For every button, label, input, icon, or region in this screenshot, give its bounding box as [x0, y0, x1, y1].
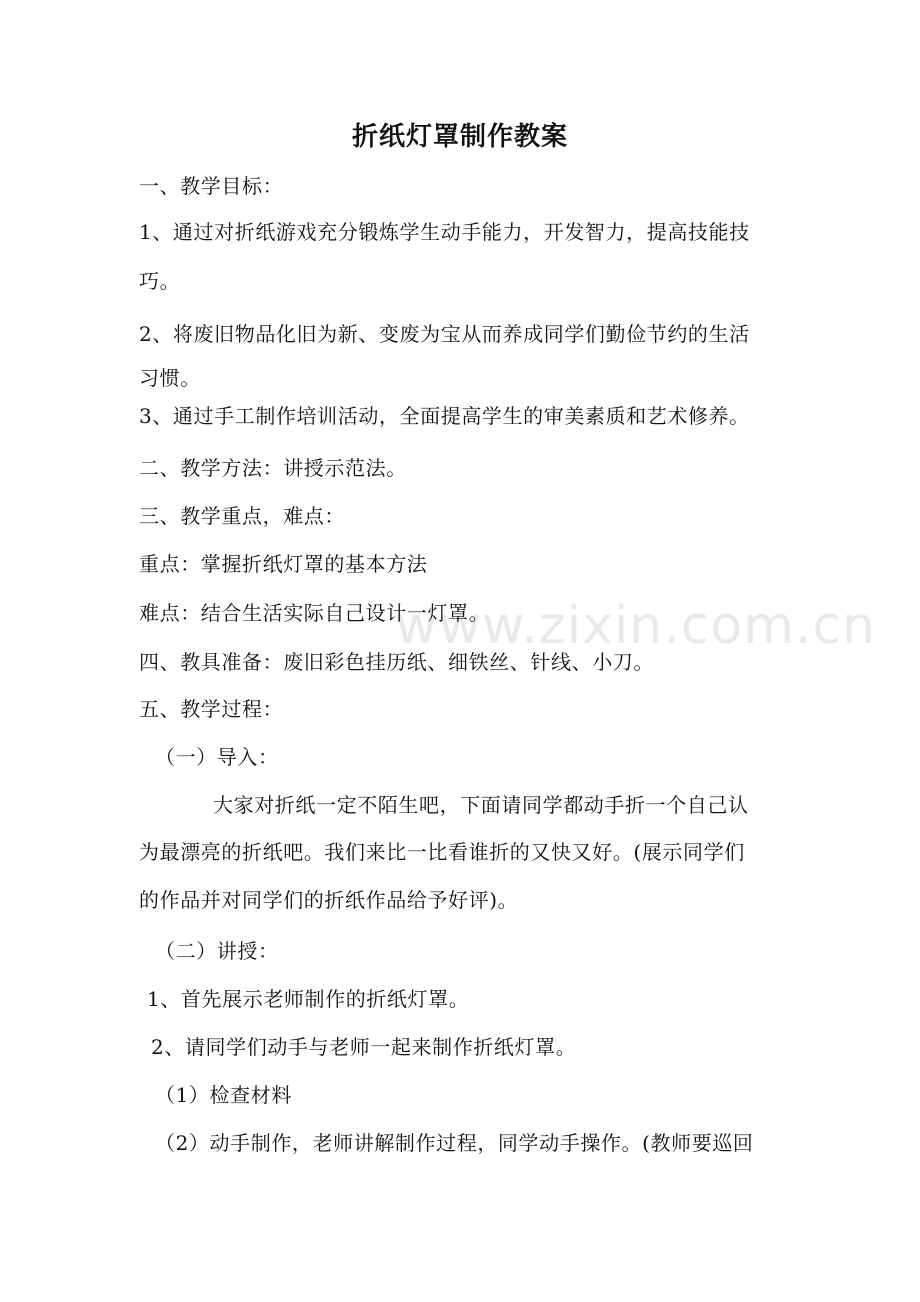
goal-1-line-2: 巧。	[139, 269, 181, 293]
goal-2-line-1: 2、将废旧物品化旧为新、变废为宝从而养成同学们勤俭节约的生活	[139, 322, 750, 346]
goal-1-line-1: 1、通过对折纸游戏充分锻炼学生动手能力，开发智力，提高技能技	[139, 220, 750, 244]
intro-paragraph-line-2: 为最漂亮的折纸吧。我们来比一比看谁折的又快又好。(展示同学们	[139, 840, 745, 864]
watermark: www.zixin.com.cn	[395, 596, 876, 656]
subsection-intro: （一）导入：	[155, 745, 279, 769]
section-heading-process: 五、教学过程：	[139, 697, 284, 721]
goal-3: 3、通过手工制作培训活动，全面提高学生的审美素质和艺术修养。	[139, 404, 750, 428]
goal-2-line-2: 习惯。	[139, 366, 201, 390]
teaching-step-1: 1、首先展示老师制作的折纸灯罩。	[147, 987, 470, 1011]
teaching-substep-1: （1）检查材料	[155, 1083, 292, 1107]
section-heading-method: 二、教学方法：讲授示范法。	[139, 456, 407, 480]
document-title: 折纸灯罩制作教案	[351, 122, 568, 152]
teaching-substep-2: （2）动手制作，老师讲解制作过程，同学动手操作。(教师要巡回	[155, 1131, 754, 1155]
difficult-point: 难点：结合生活实际自己设计一灯罩。	[139, 601, 490, 625]
key-point: 重点：掌握折纸灯罩的基本方法	[139, 552, 428, 576]
intro-paragraph-line-3: 的作品并对同学们的折纸作品给予好评)。	[139, 888, 519, 912]
section-heading-key-points: 三、教学重点，难点：	[139, 504, 345, 528]
section-heading-materials: 四、教具准备：废旧彩色挂历纸、细铁丝、针线、小刀。	[139, 650, 654, 674]
teaching-step-2: 2、请同学们动手与老师一起来制作折纸灯罩。	[151, 1035, 577, 1059]
intro-paragraph-line-1: 大家对折纸一定不陌生吧，下面请同学都动手折一个自己认	[213, 793, 749, 817]
section-heading-goals: 一、教学目标：	[139, 174, 284, 198]
subsection-teaching: （二）讲授：	[155, 939, 279, 963]
